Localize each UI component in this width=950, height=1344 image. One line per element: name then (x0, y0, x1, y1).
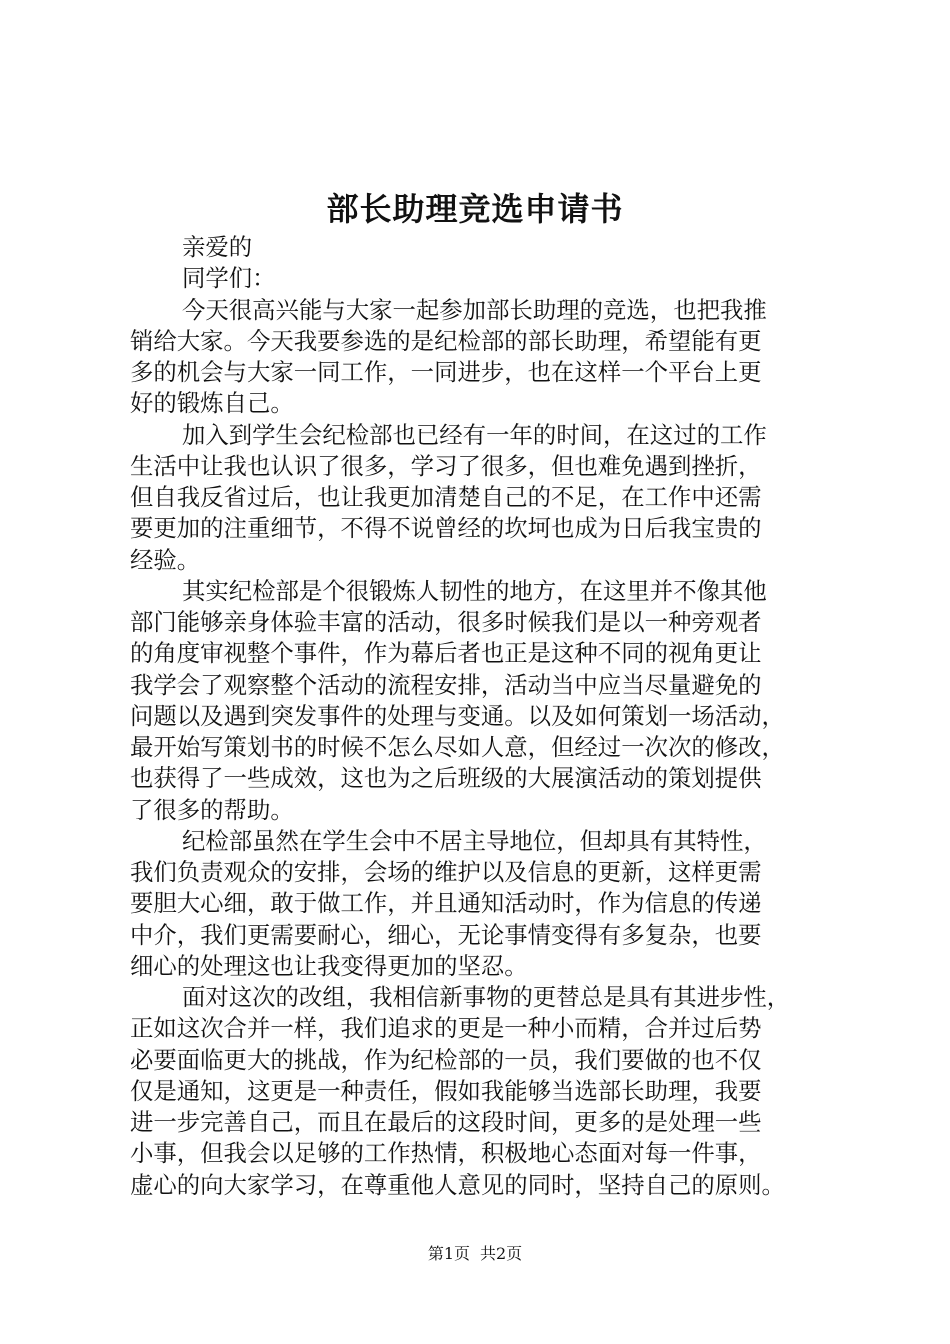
paragraph-line: 好的锻炼自己。 (130, 389, 294, 418)
paragraph-line: 最开始写策划书的时候不怎么尽如人意，但经过一次次的修改， (130, 733, 785, 761)
salutation-line: 同学们： (182, 264, 276, 293)
paragraph-line: 销给大家。今天我要参选的是纪检部的部长助理，希望能有更 (130, 326, 762, 355)
paragraph-line: 虚心的向大家学习，在尊重他人意见的同时，坚持自己的原则。 (130, 1170, 785, 1199)
page-number: 第1页 (427, 1244, 470, 1263)
paragraph-line: 经验。 (130, 545, 201, 574)
paragraph-line: 必要面临更大的挑战，作为纪检部的一员，我们要做的也不仅 (130, 1045, 762, 1074)
paragraph-line: 生活中让我也认识了很多，学习了很多，但也难免遇到挫折， (130, 451, 762, 480)
paragraph-line: 多的机会与大家一同工作，一同进步，也在这样一个平台上更 (130, 358, 762, 386)
paragraph-line: 但自我反省过后，也让我更加清楚自己的不足，在工作中还需 (130, 483, 762, 511)
paragraph-line: 仅是通知，这更是一种责任，假如我能够当选部长助理，我要 (130, 1076, 762, 1105)
paragraph-line: 加入到学生会纪检部也已经有一年的时间，在这过的工作 (182, 420, 767, 449)
paragraph-line: 正如这次合并一样，我们追求的更是一种小而精，合并过后势 (130, 1014, 762, 1043)
paragraph-line: 部门能够亲身体验丰富的活动，很多时候我们是以一种旁观者 (130, 608, 762, 636)
paragraph-line: 纪检部虽然在学生会中不居主导地位，但却具有其特性， (182, 826, 767, 855)
page-total: 共2页 (480, 1244, 523, 1263)
paragraph-line: 进一步完善自己，而且在最后的这段时间，更多的是处理一些 (130, 1108, 762, 1136)
salutation-line: 亲爱的 (182, 233, 253, 261)
paragraph-line: 要胆大心细，敢于做工作，并且通知活动时，作为信息的传递 (130, 889, 762, 918)
paragraph-line: 了很多的帮助。 (130, 795, 294, 824)
paragraph-line: 小事，但我会以足够的工作热情，积极地心态面对每一件事， (130, 1139, 762, 1168)
paragraph-line: 中介，我们更需要耐心，细心，无论事情变得有多复杂，也要 (130, 920, 762, 949)
paragraph-line: 面对这次的改组，我相信新事物的更替总是具有其进步性， (182, 983, 791, 1011)
document-title: 部长助理竞选申请书 (326, 190, 624, 228)
paragraph-line: 我们负责观众的安排，会场的维护以及信息的更新，这样更需 (130, 858, 762, 886)
paragraph-line: 今天很高兴能与大家一起参加部长助理的竞选，也把我推 (182, 295, 767, 324)
paragraph-line: 细心的处理这也让我变得更加的坚忍。 (130, 951, 528, 980)
page-footer (0, 1242, 950, 1266)
paragraph-line: 其实纪检部是个很锻炼人韧性的地方，在这里并不像其他 (182, 576, 767, 605)
paragraph-line: 要更加的注重细节，不得不说曾经的坎坷也成为日后我宝贵的 (130, 514, 762, 543)
paragraph-line: 也获得了一些成效，这也为之后班级的大展演活动的策划提供 (130, 764, 762, 793)
paragraph-line: 问题以及遇到突发事件的处理与变通。以及如何策划一场活动， (130, 701, 785, 730)
document-body (130, 232, 830, 1201)
paragraph-line: 的角度审视整个事件，作为幕后者也正是这种不同的视角更让 (130, 639, 762, 668)
paragraph-line: 我学会了观察整个活动的流程安排，活动当中应当尽量避免的 (130, 670, 762, 699)
